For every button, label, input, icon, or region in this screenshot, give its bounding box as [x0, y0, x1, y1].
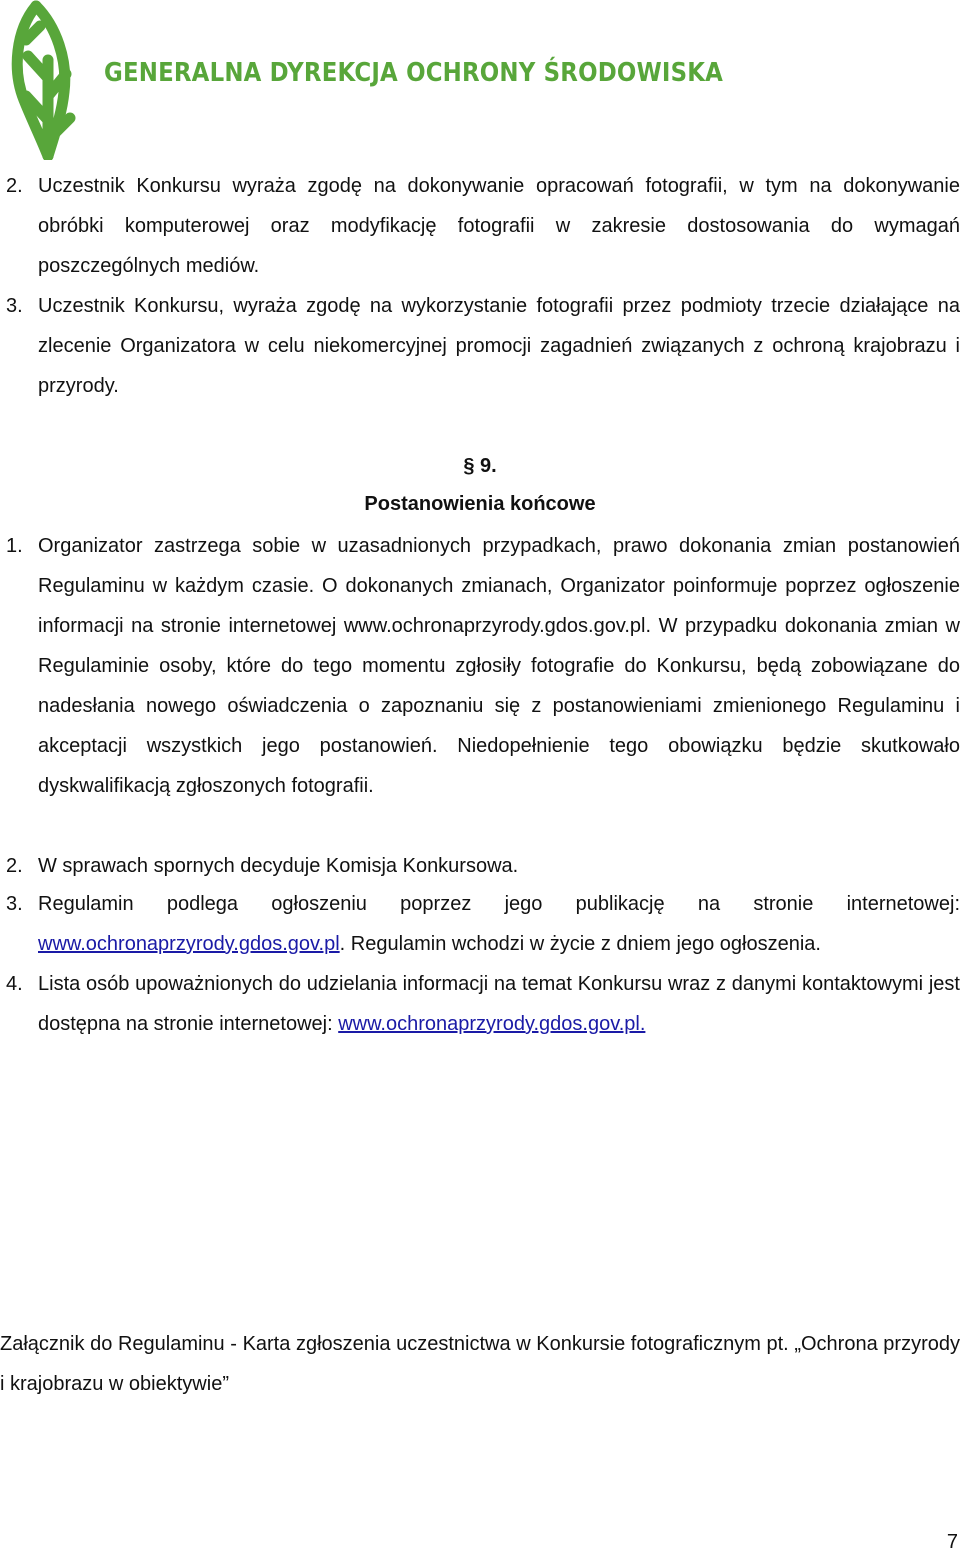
page-number: 7 [946, 1531, 958, 1553]
item-text [38, 964, 960, 1044]
item-text: Uczestnik Konkursu, wyraża zgodę na wykorzystanie fotografii przez podmioty trzecie działające na zlecenie Organizatora w celu niekomercyjnej promocji zagadnień związanych z ochroną krajobrazu i przyrody. [38, 295, 960, 397]
item-number: 1. [6, 535, 23, 557]
paragraph-number: § 9. [463, 455, 497, 477]
item-text: Organizator zastrzega sobie w uzasadnionych przypadkach, prawo dokonania zmian postanowień Regulaminu w każdym czasie. O dokonanych zmianach, Organizator poinformuje poprzez ogłoszenie informacji na stronie internetowej www.ochronaprzyrody.gdos.gov.pl. W przypadku dokonania zmian w Regulaminie osoby, które do tego momentu zgłosiły fotografie do Konkursu, będą zobowiązane do nadesłania nowego oświadczenia o zapoznaniu się z postanowieniami zmienionego Regulaminu i akceptacji wszystkich jego postanowień. Niedopełnienie tego obowiązku będzie skutkowało dyskwalifikacją zgłoszonych fotografii. [38, 535, 960, 797]
annex-title: Załącznik do Regulaminu - Karta zgłoszenia uczestnictwa w Konkursie fotograficznym pt. „Ochrona przyrody i krajobrazu w obiektywie” [0, 1333, 960, 1395]
item-text: Uczestnik Konkursu wyraża zgodę na dokonywanie opracowań fotografii, w tym na dokonywanie obróbki komputerowej oraz modyfikację fotografii w zakresie dostosowania do wymagań poszczególnych mediów. [38, 175, 960, 277]
item-text: W sprawach spornych decyduje Komisja Konkursowa. [38, 855, 519, 877]
website-link[interactable]: www.ochronaprzyrody.gdos.gov.pl [38, 933, 340, 955]
section-title: Postanowienia końcowe [364, 493, 596, 515]
item-number: 2. [6, 175, 23, 197]
item-number: 2. [6, 855, 23, 877]
item-text-before: Lista osób upoważnionych do udzielania informacji na temat Konkursu wraz z danymi kontaktowymi jest dostępna na stronie internetowej: [38, 973, 960, 1035]
item-number: 4. [6, 973, 23, 995]
item-text-before: Regulamin podlega ogłoszeniu poprzez jego publikację na stronie internetowej: [38, 893, 960, 915]
leaf-logo-icon [6, 0, 96, 160]
org-name: GENERALNA DYREKCJA OCHRONY ŚRODOWISKA [104, 58, 724, 88]
document-header [0, 0, 960, 160]
item-number: 3. [6, 295, 23, 317]
website-link[interactable]: www.ochronaprzyrody.gdos.gov.pl. [338, 1013, 646, 1035]
item-text-after: . Regulamin wchodzi w życie z dniem jego ogłoszenia. [339, 933, 821, 955]
item-number: 3. [6, 893, 23, 915]
item-text [38, 884, 960, 964]
